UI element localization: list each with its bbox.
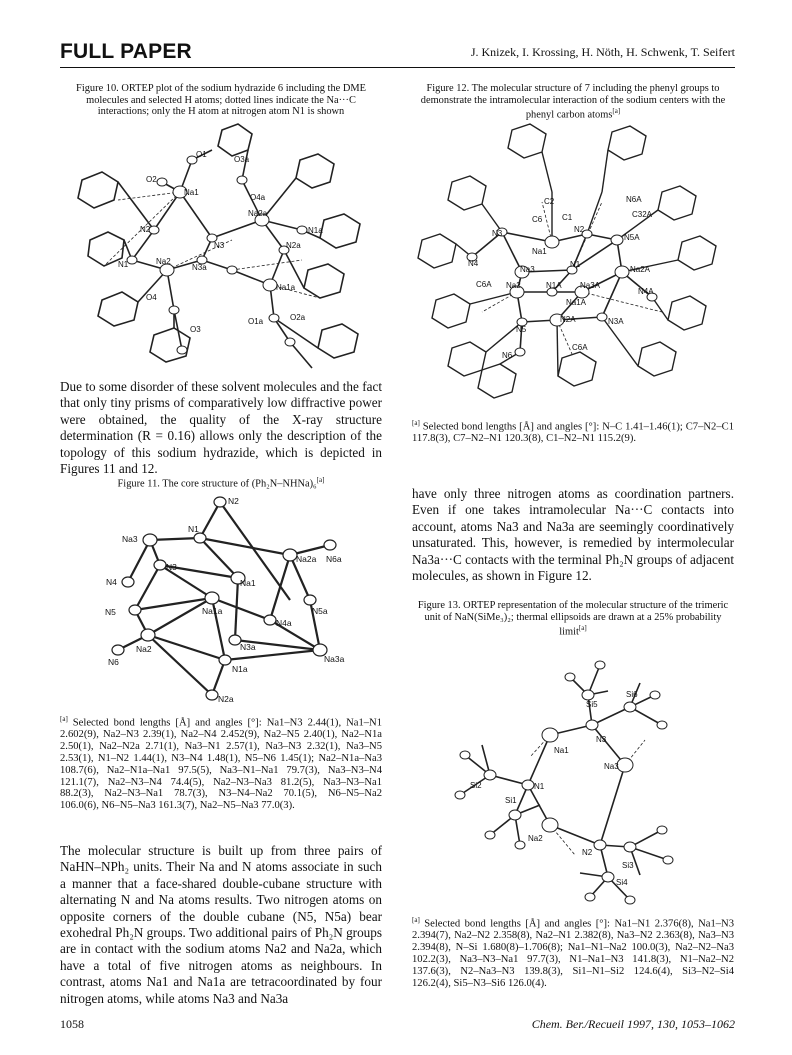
fig11-label: Na3 bbox=[122, 534, 138, 544]
fig11-label: N1a bbox=[232, 664, 248, 674]
fig10-label: Na2 bbox=[156, 257, 171, 266]
fig11-label: N1 bbox=[188, 524, 199, 534]
fig12-label: N1A bbox=[546, 281, 562, 290]
fig10-label: N1a bbox=[308, 226, 323, 235]
fig10-label: O2a bbox=[290, 313, 306, 322]
fig11-label: Na1a bbox=[202, 606, 223, 616]
fig12-label: Na3 bbox=[520, 265, 535, 274]
fig13-caption: Figure 13. ORTEP representation of the molecular structure of the trimeric unit of NaN(SiMe₃)₂; thermal ellipsoids are drawn at a 25% probability limit[a] bbox=[417, 600, 729, 638]
journal-citation: Chem. Ber./Recueil 1997, 130, 1053–1062 bbox=[531, 1017, 735, 1031]
fig12-label: Na1A bbox=[566, 298, 587, 307]
running-authors: J. Knizek, I. Krossing, H. Nöth, H. Schwenk, T. Seifert bbox=[470, 45, 735, 59]
fig11-caption: Figure 11. The core structure of (Ph₂N–NHNa)₆[a] bbox=[117, 476, 325, 490]
fig13-footnote: [a] Selected bond lengths [Å] and angles [°]: Na1–N1 2.376(8), Na1–N3 2.394(7), Na2–N2 2.358(8), Na2–N1 2.382(8), Na3–N2 2.363(8), Na3–N3 2.394(8), N–Si 1.680(8)–1.706(8); Na1–N1–Na2 100.0(3), Na2–N2–Na3 102.2(3), Na3–N3–Na1 97.7(3), N1–Na1–N3 141.8(3), N1–Na2–N2 137.6(3), N2–Na3–N3 139.8(3), Si1–N1–Si2 124.6(4), Si3–N2–Si4 126.2(4), Si5–N3–Si6 126.0(4). bbox=[412, 916, 734, 989]
fig13-label: Si3 bbox=[622, 861, 634, 870]
fig12-label: N5 bbox=[516, 325, 527, 334]
fig10-label: N3a bbox=[192, 263, 207, 272]
fig12-label: Na3A bbox=[580, 281, 601, 290]
fig12-label: N5A bbox=[624, 233, 640, 242]
fig10-label: Na2a bbox=[248, 209, 268, 218]
fig13-label: Si6 bbox=[626, 690, 638, 699]
fig12-label: C2 bbox=[544, 197, 555, 206]
fig10-ortep-plot bbox=[62, 120, 380, 378]
fig10-label: O2 bbox=[146, 175, 157, 184]
fig12-label: Na1 bbox=[532, 247, 547, 256]
fig10-label: Na1 bbox=[184, 188, 199, 197]
fig12-label: N2 bbox=[574, 225, 585, 234]
fig13-label: Na2 bbox=[528, 834, 543, 843]
fig13-label: Si5 bbox=[586, 700, 598, 709]
fig13-label: Na1 bbox=[554, 746, 569, 755]
fig12-label: N4A bbox=[638, 287, 654, 296]
fig11-svg bbox=[100, 490, 350, 705]
fig12-label: N1 bbox=[570, 260, 581, 269]
fig10-label: N2 bbox=[140, 225, 151, 234]
fig11-label: Na2 bbox=[136, 644, 152, 654]
fig10-label: O3a bbox=[234, 155, 250, 164]
fig12-label: C6A bbox=[572, 343, 588, 352]
fig12-label: N6A bbox=[626, 195, 642, 204]
fig12-label: N4 bbox=[468, 259, 479, 268]
paragraph-coordination: have only three nitrogen atoms as coordination partners. Even if one takes intramolecular Na···C contacts into account, atoms Na3 and Na3a are seemingly coordinatively unsaturated. This, however, is remedied by intermolecular Na3a···C contacts with the terminal Ph₂N groups of adjacent molecules, as shown in Figure 12. bbox=[412, 486, 734, 584]
fig10-label: N1 bbox=[118, 260, 129, 269]
fig11-label: N6 bbox=[108, 657, 119, 667]
fig11-label: N4 bbox=[106, 577, 117, 587]
fig12-svg bbox=[412, 122, 734, 402]
section-title: FULL PAPER bbox=[60, 40, 192, 63]
fig11-label: N3a bbox=[240, 642, 256, 652]
running-header bbox=[60, 40, 735, 68]
fig10-label: O1a bbox=[248, 317, 264, 326]
fig10-label: O3 bbox=[190, 325, 201, 334]
fig10-svg bbox=[62, 120, 380, 378]
fig12-label: Na2A bbox=[630, 265, 651, 274]
fig10-label: Na1a bbox=[276, 283, 296, 292]
fig10-label: N3 bbox=[214, 241, 225, 250]
fig12-label: Na2 bbox=[506, 281, 521, 290]
fig11-label: N6a bbox=[326, 554, 342, 564]
fig13-label: N3 bbox=[596, 735, 607, 744]
fig12-label: C32A bbox=[632, 210, 653, 219]
paragraph-disorder: Due to some disorder of these solvent molecules and the fact that only tiny prisms of comparatively low diffractive power were obtained, the quality of the X-ray structure determination (R = 0.16) allows only the description of the topology of this sodium hydrazide, which is depicted in Figures 11 and 12. bbox=[60, 379, 382, 477]
fig10-label: N2a bbox=[286, 241, 301, 250]
fig12-label: N3A bbox=[608, 317, 624, 326]
fig12-label: N2A bbox=[560, 315, 576, 324]
fig10-label: O4 bbox=[146, 293, 157, 302]
fig11-label: N5a bbox=[312, 606, 328, 616]
fig13-label: Na3 bbox=[604, 762, 619, 771]
fig11-label: Na2a bbox=[296, 554, 317, 564]
fig12-footnote: [a] Selected bond lengths [Å] and angles [°]: N–C 1.41–1.46(1); C7–N2–C1 117.8(3), C7–N2–N1 120.3(8), C1–N2–N1 115.2(9). bbox=[412, 419, 734, 445]
fig11-footnote: [a] Selected bond lengths [Å] and angles [°]: Na1–N3 2.44(1), Na1–N1 2.602(9), Na2–N3 2.39(1), Na2–N4 2.452(9), Na2–N5 2.40(1), Na2–N1a 2.50(1), Na2–N2a 2.71(1), Na3–N1 2.57(1), Na3–N3 2.32(1), Na3–N5 2.53(1), N1–N2 1.44(1), N3–N4 1.48(1), N5–N6 1.45(1); Na2–N1a–Na3 108.7(6), Na2–N1a–Na1 97.5(5), Na3–N1–Na1 79.7(3), Na3–N3–N4 121.1(7), Na2–N3–N4 74.4(5), Na2–N3–Na3 81.2(5), Na3–N3–Na1 88.2(3), Na2–N3–Na1 78.7(3), N3–N4–Na2 70.1(5), N6–N5–Na2 106.0(6), N6–N5–Na3 161.3(7), Na2–N5–Na3 77.0(3). bbox=[60, 715, 382, 812]
fig10-label: O4a bbox=[250, 193, 266, 202]
fig13-label: Si4 bbox=[616, 878, 628, 887]
fig13-label: N2 bbox=[582, 848, 593, 857]
paragraph-structure: The molecular structure is built up from three pairs of NaHN–NPh₂ units. Their Na and N atoms associate in such a manner that a face-shared double-cubane structure with alternating N and Na atoms results. Two nitrogen atoms on opposite corners of the double cubane (N5, N5a) bear exohedral Ph₂N groups. Two additional pairs of Ph₂N groups are in contact with the sodium atoms Na2 and Na2a, which have a total of five nitrogen atoms as neighbours. In contrast, atoms Na1 and Na1a are tetracoordinated by four nitrogen atoms, while atoms Na3 and Na3a bbox=[60, 843, 382, 1006]
fig12-label: N3 bbox=[492, 229, 503, 238]
fig11-core-structure bbox=[100, 490, 350, 705]
fig13-label: Si1 bbox=[505, 796, 517, 805]
fig13-label: N1 bbox=[534, 782, 545, 791]
fig12-label: C6 bbox=[532, 215, 543, 224]
page-number: 1058 bbox=[60, 1017, 84, 1031]
fig12-label: C6A bbox=[476, 280, 492, 289]
fig11-label: N2a bbox=[218, 694, 234, 704]
fig12-caption: Figure 12. The molecular structure of 7 including the phenyl groups to demonstrate the intramolecular interaction of the sodium centers with the phenyl carbon atoms[a] bbox=[420, 83, 726, 121]
fig12-molecular-structure bbox=[412, 122, 734, 402]
fig10-label: O1 bbox=[196, 150, 207, 159]
fig11-label: N2 bbox=[228, 496, 239, 506]
fig11-label: N5 bbox=[105, 607, 116, 617]
fig11-label: Na3a bbox=[324, 654, 345, 664]
fig12-label: C1 bbox=[562, 213, 573, 222]
fig11-label: N4a bbox=[276, 618, 292, 628]
fig13-svg bbox=[440, 645, 710, 907]
fig11-label: Na1 bbox=[240, 578, 256, 588]
fig10-caption: Figure 10. ORTEP plot of the sodium hydrazide 6 including the DME molecules and selected H atoms; dotted lines indicate the Na···C interactions; only the H atom at nitrogen atom N1 is shown bbox=[76, 83, 366, 118]
fig11-label: N3 bbox=[166, 562, 177, 572]
fig12-label: N6 bbox=[502, 351, 513, 360]
fig13-ortep-plot bbox=[440, 645, 710, 907]
fig13-label: Si2 bbox=[470, 781, 482, 790]
